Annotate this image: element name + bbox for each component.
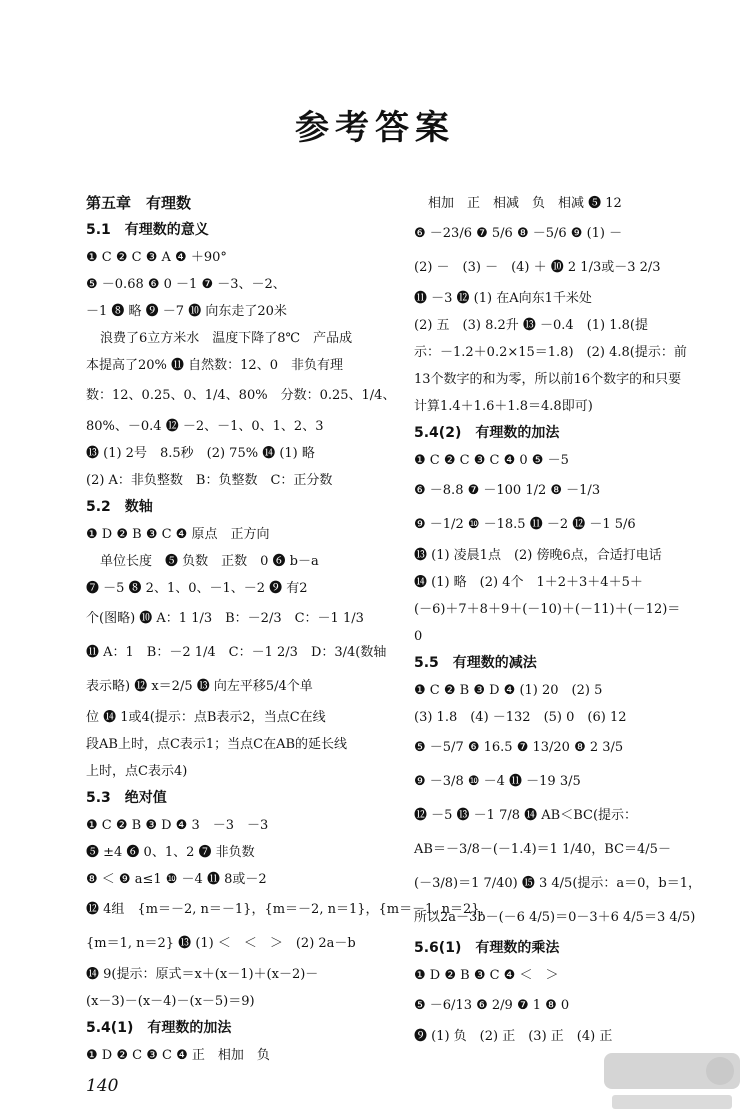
answer-line: ⓭ (1) 凌晨1点 (2) 傍晚6点，合适打电话: [414, 548, 662, 563]
answer-line: 示：－1.2＋0.2×15＝1.8) (2) 4.8(提示：前: [414, 345, 687, 360]
answer-line: ⓬ －5 ⓭ －1 7/8 ⓮ AB＜BC(提示：: [414, 808, 638, 823]
answer-line: ⓮ (1) 略 (2) 4个 1＋2＋3＋4＋5＋: [414, 575, 643, 590]
answer-line: ❶ D ❷ B ❸ C ❹ ＜ ＞: [414, 968, 559, 983]
answer-line: 数：12、0.25、0、1/4、80% 分数：0.25、1/4、: [86, 388, 396, 403]
answer-line: 所以2a－3b－(－6 4/5)＝0－3＋6 4/5＝3 4/5): [414, 910, 696, 925]
answer-line: 位 ⓮ 1或4(提示：点B表示2，当点C在线: [86, 710, 326, 725]
answer-line: ❶ C ❷ B ❸ D ❹ 3 －3 －3: [86, 818, 269, 833]
answer-line: 5.5 有理数的减法: [414, 655, 537, 671]
answer-line: {m＝1, n＝2} ⓭ (1) ＜ ＜ ＞ (2) 2a－b: [86, 936, 356, 951]
answer-line: ❾ －1/2 ❿ －18.5 ⓫ －2 ⓬ －1 5/6: [414, 517, 636, 532]
answer-line: ⓮ 9(提示：原式＝x＋(x－1)＋(x－2)－: [86, 967, 319, 982]
answer-line: (2) A：非负整数 B：负整数 C：正分数: [86, 473, 333, 488]
answer-line: 表示略) ⓬ x＝2/5 ⓭ 向左平移5/4个单: [86, 679, 313, 694]
answer-line: 5.3 绝对值: [86, 790, 167, 806]
answer-line: ❶ C ❷ C ❸ A ❹ ＋90°: [86, 250, 227, 265]
answer-line: 本提高了20% ⓫ 自然数：12、0 非负有理: [86, 358, 343, 373]
answer-line: ⓫ A：1 B：－2 1/4 C：－1 2/3 D：3/4(数轴: [86, 645, 387, 660]
answer-line: 上时，点C表示4): [86, 764, 188, 779]
answer-line: (3) 1.8 (4) －132 (5) 0 (6) 12: [414, 710, 627, 725]
answer-line: ⓫ －3 ⓬ (1) 在A向东1千米处: [414, 291, 592, 306]
answer-line: ❶ C ❷ B ❸ D ❹ (1) 20 (2) 5: [414, 683, 603, 698]
answer-line: 0: [414, 629, 423, 644]
answer-line: 5.6(1) 有理数的乘法: [414, 940, 560, 956]
page-title: 参考答案: [295, 108, 455, 148]
answer-line: 5.2 数轴: [86, 499, 153, 515]
answer-line: 5.1 有理数的意义: [86, 222, 209, 238]
answer-line: ❺ －5/7 ❻ 16.5 ❼ 13/20 ❽ 2 3/5: [414, 740, 624, 755]
watermark-circle-icon: [706, 1057, 734, 1085]
answer-line: 计算1.4＋1.6＋1.8＝4.8即可): [414, 399, 593, 414]
answer-line: 第五章 有理数: [86, 194, 192, 212]
page-number: 140: [86, 1076, 119, 1096]
answer-line: 相加 正 相减 负 相减 ❺ 12: [428, 196, 622, 211]
answer-line: (2) － (3) － (4) ＋ ❿ 2 1/3或－3 2/3: [414, 260, 661, 275]
answer-line: ❾ (1) 负 (2) 正 (3) 正 (4) 正: [414, 1029, 613, 1044]
answer-line: (－3/8)＝1 7/40) ⓯ 3 4/5(提示：a＝0，b＝1，: [414, 876, 702, 891]
answer-line: ⓬ 4组 {m＝－2, n＝－1}，{m＝－2, n＝1}，{m＝－1, n＝2}，: [86, 902, 493, 917]
answer-line: 浪费了6立方米水 温度下降了8℃ 产品成: [100, 331, 353, 346]
answer-line: 段AB上时，点C表示1；当点C在AB的延长线: [86, 737, 348, 752]
answer-line: 单位长度 ❺ 负数 正数 0 ❻ b－a: [100, 554, 319, 569]
answer-line: ❻ －8.8 ❼ －100 1/2 ❽ －1/3: [414, 483, 601, 498]
answers-right-column: [414, 190, 714, 1050]
answer-line: ❶ D ❷ B ❸ C ❹ 原点 正方向: [86, 527, 270, 542]
answer-line: (x－3)－(x－4)－(x－5)＝9): [86, 994, 255, 1009]
answer-line: ❻ －23/6 ❼ 5/6 ❽ －5/6 ❾ (1) －: [414, 226, 623, 241]
answer-line: ❶ D ❷ C ❸ C ❹ 正 相加 负: [86, 1048, 270, 1063]
answer-line: (2) 五 (3) 8.2升 ⓭ －0.4 (1) 1.8(提: [414, 318, 649, 333]
answer-line: ❼ －5 ❽ 2、1、0、－1、－2 ❾ 有2: [86, 581, 308, 596]
answer-line: ❶ C ❷ C ❸ C ❹ 0 ❺ －5: [414, 453, 569, 468]
answer-line: 13个数字的和为零，所以前16个数字的和只要: [414, 372, 682, 387]
answer-line: ❺ －6/13 ❻ 2/9 ❼ 1 ❽ 0: [414, 998, 570, 1013]
answer-line: ❾ －3/8 ❿ －4 ⓫ －19 3/5: [414, 774, 581, 789]
answer-line: AB＝－3/8－(－1.4)＝1 1/40，BC＝4/5－: [414, 842, 671, 857]
answer-line: (－6)＋7＋8＋9＋(－10)＋(－11)＋(－12)＝: [414, 602, 681, 617]
answer-line: 80%、－0.4 ⓬ －2、－1、0、1、2、3: [86, 419, 324, 434]
answer-line: －1 ❽ 略 ❾ －7 ❿ 向东走了20米: [86, 304, 287, 319]
watermark-url-bar: [612, 1095, 732, 1109]
watermark-logo: [602, 1051, 742, 1113]
answer-line: ❺ ±4 ❻ 0、1、2 ❼ 非负数: [86, 845, 255, 860]
answer-line: 个(图略) ❿ A：1 1/3 B：－2/3 C：－1 1/3: [86, 611, 364, 626]
answer-line: 5.4(2) 有理数的加法: [414, 425, 560, 441]
answer-line: ❽ ＜ ❾ a≤1 ❿ －4 ⓫ 8或－2: [86, 872, 267, 887]
answer-line: 5.4(1) 有理数的加法: [86, 1020, 232, 1036]
answer-line: ❺ －0.68 ❻ 0 －1 ❼ －3、－2、: [86, 277, 286, 292]
answer-line: ⓭ (1) 2号 8.5秒 (2) 75% ⓮ (1) 略: [86, 446, 315, 461]
